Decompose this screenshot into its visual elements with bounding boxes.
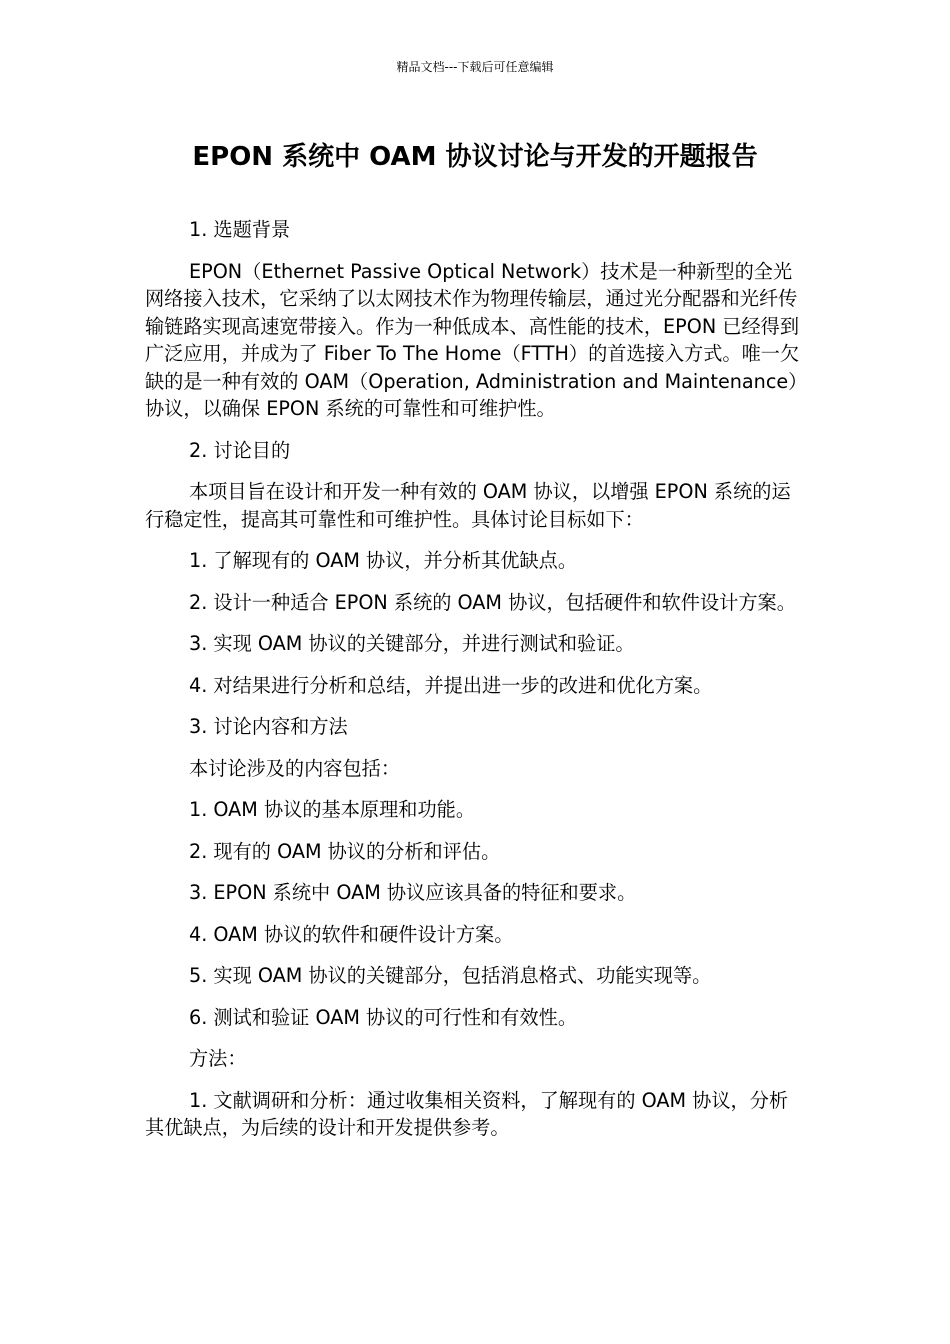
section-heading-content-methods: 3. 讨论内容和方法 <box>189 715 348 738</box>
paragraph-methods-label: 方法： <box>189 1047 247 1070</box>
list-item-content-5: 5. 实现 OAM 协议的关键部分，包括消息格式、功能实现等。 <box>189 964 712 987</box>
list-item-method-1: 1. 文献调研和分析：通过收集相关资料，了解现有的 OAM 协议，分析其优缺点，为后续的设计和开发提供参考。 <box>145 1088 789 1139</box>
list-item-content-3: 3. EPON 系统中 OAM 协议应该具备的特征和要求。 <box>189 881 637 904</box>
header-note: 精品文档---下载后可任意编辑 <box>396 60 554 74</box>
list-item-goal-2: 2. 设计一种适合 EPON 系统的 OAM 协议，包括硬件和软件设计方案。 <box>189 590 796 614</box>
document-title: EPON 系统中 OAM 协议讨论与开发的开题报告 <box>192 142 758 172</box>
paragraph-content-intro: 本讨论涉及的内容包括： <box>189 756 401 780</box>
document-body <box>145 216 805 1156</box>
section-heading-background: 1. 选题背景 <box>189 218 291 241</box>
paragraph-purpose: 本项目旨在设计和开发一种有效的 OAM 协议，以增强 EPON 系统的运行稳定性，提高其可靠性和可维护性。具体讨论目标如下： <box>145 480 791 531</box>
list-item-content-2: 2. 现有的 OAM 协议的分析和评估。 <box>189 839 501 863</box>
list-item-goal-4: 4. 对结果进行分析和总结，并提出进一步的改进和优化方案。 <box>189 673 713 697</box>
section-heading-purpose: 2. 讨论目的 <box>189 438 291 462</box>
paragraph-background: EPON（Ethernet Passive Optical Network）技术是一种新型的全光网络接入技术，它采纳了以太网技术作为物理传输层，通过光分配器和光纤传输链路实现高速宽带接入。作为一种低成本、高性能的技术，EPON 已经得到广泛应用，并成为了 Fiber To The Home（FTTH）的首选接入方式。唯一欠缺的是一种有效的 OAM（Operation, Administration and Maintenance）协议，以确保 EPON 系统的可靠性和可维护性。 <box>145 259 800 420</box>
list-item-goal-1: 1. 了解现有的 OAM 协议，并分析其优缺点。 <box>189 549 578 572</box>
list-item-content-6: 6. 测试和验证 OAM 协议的可行性和有效性。 <box>189 1005 578 1029</box>
list-item-goal-3: 3. 实现 OAM 协议的关键部分，并进行测试和验证。 <box>189 632 635 655</box>
list-item-content-1: 1. OAM 协议的基本原理和功能。 <box>189 798 476 821</box>
list-item-content-4: 4. OAM 协议的软件和硬件设计方案。 <box>189 922 514 946</box>
